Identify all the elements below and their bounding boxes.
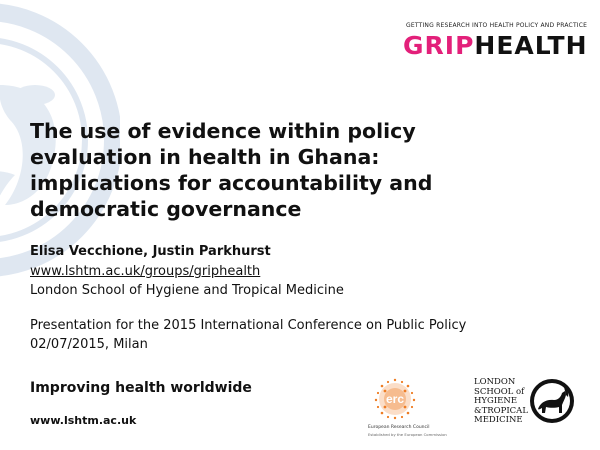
griphealth-logo (403, 32, 588, 60)
lshtm-logo-text (474, 378, 528, 426)
footer-url[interactable]: www.lshtm.ac.uk (30, 414, 137, 427)
institution: London School of Hygiene and Tropical Medicine (30, 283, 344, 298)
lshtm-line: MEDICINE (474, 415, 523, 425)
brand-tagline: GETTING RESEARCH INTO HEALTH POLICY AND PRACTICE (406, 22, 588, 29)
logo-grip-text: GRIP (403, 31, 475, 60)
presentation-title: The use of evidence within policy evaluation in health in Ghana: implications for accountability and democratic governance (30, 119, 433, 221)
erc-subtitle: Established by the European Commission (368, 432, 447, 437)
lshtm-line: LONDON (474, 377, 516, 387)
erc-name: European Research Council (368, 425, 430, 430)
lshtm-line: SCHOOL of (474, 386, 525, 397)
presentation-event: Presentation for the 2015 International Conference on Public Policy (30, 318, 467, 333)
svg-text:erc: erc (385, 392, 405, 406)
authors: Elisa Vecchione, Justin Parkhurst (30, 244, 271, 259)
lshtm-line: &TROPICAL (474, 405, 528, 416)
lshtm-crest-icon (528, 375, 576, 427)
logo-health-text: HEALTH (474, 31, 588, 60)
erc-dots-icon (372, 376, 418, 422)
erc-logo (362, 376, 458, 444)
lshtm-line: HYGIENE (474, 396, 518, 406)
footer-tagline: Improving health worldwide (30, 380, 252, 396)
griphealth-link[interactable]: www.lshtm.ac.uk/groups/griphealth (30, 264, 261, 279)
presentation-date-location: 02/07/2015, Milan (30, 337, 148, 352)
